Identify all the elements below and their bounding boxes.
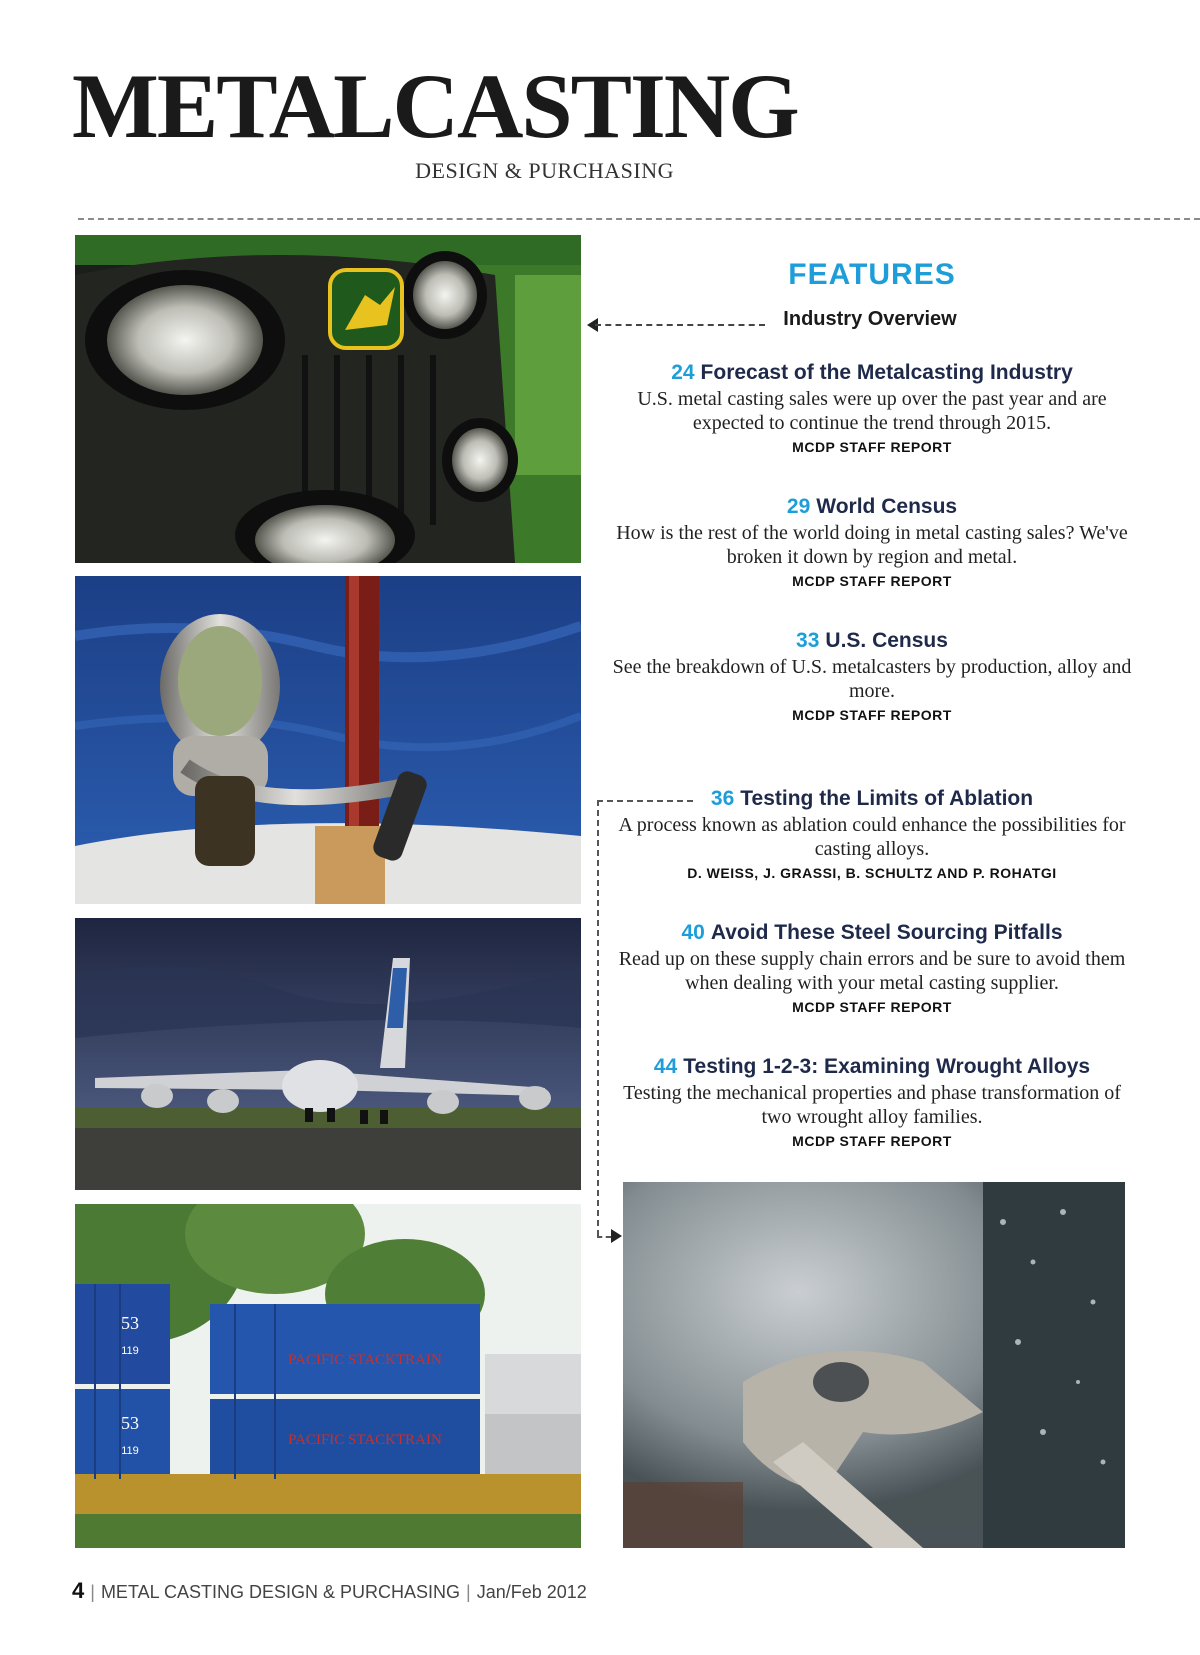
article-item[interactable] — [612, 360, 1132, 457]
train-lettering-lower: PACIFIC STACKTRAIN — [288, 1432, 442, 1448]
photo-fishing-reel — [75, 576, 581, 904]
article-author: D. WEISS, J. GRASSI, B. SCHULTZ AND P. ROHATGI — [687, 865, 1057, 881]
page-number: 4 — [72, 1578, 85, 1603]
article-page-number: 40 — [681, 921, 705, 944]
article-description: See the breakdown of U.S. metalcasters by production, alloy and more. — [612, 656, 1132, 702]
article-item[interactable] — [612, 494, 1132, 591]
footer-issue: Jan/Feb 2012 — [476, 1582, 587, 1602]
article-description: U.S. metal casting sales were up over the past year and are expected to continue the trend through 2015. — [637, 388, 1107, 434]
connector-dashed-line — [597, 1236, 611, 1238]
article-title: Testing the Limits of Ablation — [740, 787, 1034, 810]
right-arrow-icon — [611, 1229, 622, 1243]
subsection-label: Industry Overview — [783, 308, 957, 330]
article-page-number: 29 — [786, 495, 811, 518]
article-title: Forecast of the Metalcasting Industry — [700, 361, 1073, 384]
train-code-lower: 119 — [121, 1445, 139, 1457]
masthead — [72, 55, 798, 190]
article-author: MCDP STAFF REPORT — [792, 439, 952, 455]
article-author: MCDP STAFF REPORT — [792, 999, 952, 1015]
article-title: Avoid These Steel Sourcing Pitfalls — [710, 921, 1063, 944]
article-author: MCDP STAFF REPORT — [792, 1133, 952, 1149]
magazine-subtitle: DESIGN & PURCHASING — [415, 158, 674, 183]
article-item[interactable] — [612, 920, 1132, 1017]
article-description: Read up on these supply chain errors and be sure to avoid them when dealing with your metal casting supplier. — [618, 948, 1126, 994]
article-item[interactable] — [612, 1054, 1132, 1151]
footer-publication: METAL CASTING DESIGN & PURCHASING — [100, 1582, 460, 1602]
connector-dashed-line — [597, 800, 599, 1236]
pointer-dashed-line — [595, 324, 765, 326]
article-title: U.S. Census — [825, 629, 948, 652]
photo-freight-train — [75, 1204, 581, 1548]
train-number-lower: 53 — [121, 1413, 139, 1433]
connector-dashed-line — [597, 800, 693, 802]
train-lettering-upper: PACIFIC STACKTRAIN — [288, 1352, 442, 1368]
article-item[interactable] — [612, 628, 1132, 725]
article-page-number: 24 — [671, 361, 695, 384]
photo-tractor-headlights — [75, 235, 581, 563]
article-description: How is the rest of the world doing in metal casting sales? We've broken it down by region and metal. — [616, 522, 1128, 568]
train-number-upper: 53 — [121, 1313, 139, 1333]
page-footer: 4 | METAL CASTING DESIGN & PURCHASING | Jan/Feb 2012 — [72, 1578, 587, 1603]
article-author: MCDP STAFF REPORT — [792, 707, 952, 723]
photo-airliner — [75, 918, 581, 1190]
photo-casting-quench — [623, 1182, 1125, 1548]
article-page-number: 33 — [796, 629, 820, 652]
article-title: Testing 1-2-3: Examining Wrought Alloys — [683, 1055, 1091, 1078]
article-author: MCDP STAFF REPORT — [792, 573, 952, 589]
article-title: World Census — [816, 495, 958, 518]
article-description: Testing the mechanical properties and phase transformation of two wrought alloy families. — [623, 1082, 1121, 1128]
dashed-divider — [78, 218, 1200, 220]
article-description: A process known as ablation could enhance the possibilities for casting alloys. — [618, 814, 1126, 860]
article-page-number: 44 — [653, 1055, 678, 1078]
section-heading: FEATURES — [788, 258, 956, 291]
magazine-title: METALCASTING — [72, 55, 798, 157]
train-code-upper: 119 — [121, 1345, 139, 1357]
article-page-number: 36 — [710, 787, 735, 810]
